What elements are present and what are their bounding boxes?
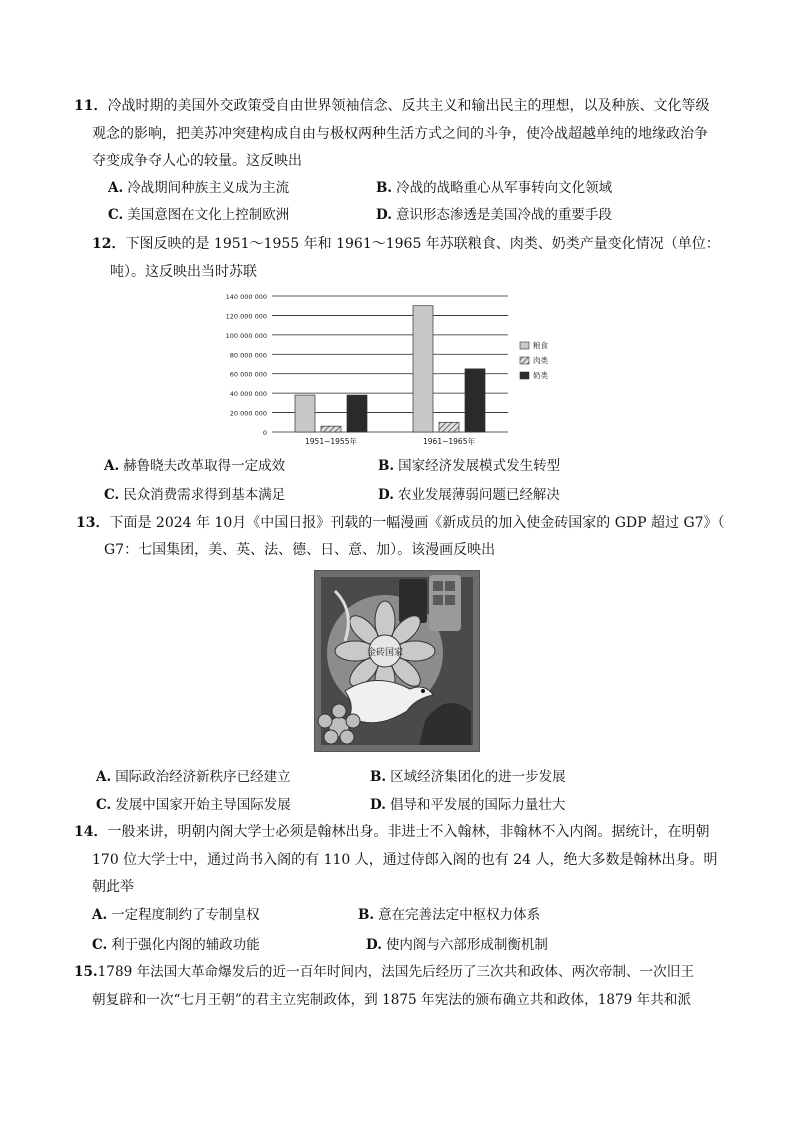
q14-option-a[interactable] xyxy=(92,905,260,925)
q13-option-d[interactable] xyxy=(370,795,565,815)
production-bar-chart xyxy=(220,286,560,450)
option-text: 倡导和平发展的国际力量壮大 xyxy=(389,797,566,813)
option-text: 冷战期间种族主义成为主流 xyxy=(127,180,290,196)
q11-stem-text-1: 冷战时期的美国外交政策受自由世界领袖信念、反共主义和输出民主的理想，以及种族、文化等级 xyxy=(107,98,710,114)
q14-stem-line-1 xyxy=(74,822,709,842)
option-text: 一定程度制约了专制皇权 xyxy=(111,907,260,923)
y-tick-label: 0 xyxy=(262,429,267,437)
y-tick-label: 140 000 000 xyxy=(225,293,267,301)
q12-stem-line-2: 吨）。这反映出当时苏联 xyxy=(110,264,257,280)
q11-number: 11． xyxy=(74,98,108,114)
x-category-label: 1961~1965年 xyxy=(423,437,475,446)
legend-label: 肉类 xyxy=(533,356,548,365)
q11-option-a[interactable] xyxy=(108,178,289,198)
q12-option-b[interactable] xyxy=(378,456,560,476)
y-tick-label: 100 000 000 xyxy=(225,331,267,340)
q11-option-d[interactable] xyxy=(376,205,612,225)
bar-奶类 xyxy=(465,369,485,432)
q11-stem-line-2: 观念的影响，把美苏冲突建构成自由与极权两种生活方式之间的斗争，使冷战超越单纯的地缘政治争 xyxy=(92,126,708,142)
option-key: D. xyxy=(370,797,386,813)
option-text: 意在完善法定中枢权力体系 xyxy=(378,907,541,923)
option-key: D. xyxy=(366,937,382,953)
q15-number: 15. xyxy=(74,964,98,980)
option-key: C. xyxy=(108,207,124,223)
legend-swatch xyxy=(520,342,529,349)
q11-option-c[interactable] xyxy=(108,205,289,225)
option-text: 农业发展薄弱问题已经解决 xyxy=(397,487,560,503)
q12-option-c[interactable] xyxy=(104,485,285,505)
bar-粮食 xyxy=(413,306,433,432)
option-text: 国际政治经济新秩序已经建立 xyxy=(115,769,291,785)
option-key: A. xyxy=(104,458,120,474)
option-text: 民众消费需求得到基本满足 xyxy=(123,487,286,503)
option-key: A. xyxy=(96,769,112,785)
legend-label: 奶类 xyxy=(533,371,548,380)
option-key: D. xyxy=(376,207,392,223)
q13-stem-line-2: G7：七国集团，美、英、法、德、日、意、加）。该漫画反映出 xyxy=(104,542,496,558)
option-text: 意识形态渗透是美国冷战的重要手段 xyxy=(395,207,612,223)
q14-option-d[interactable] xyxy=(366,935,548,955)
q15-stem-text-1: 1789 年法国大革命爆发后的近一百年时间内，法国先后经历了三次共和政体、两次帝制、一次旧王 xyxy=(97,964,694,980)
option-key: C. xyxy=(96,797,112,813)
q11-stem-line-3: 夺变成争夺人心的较量。这反映出 xyxy=(92,153,302,169)
option-key: B. xyxy=(378,458,395,474)
y-tick-label: 60 000 000 xyxy=(229,370,267,379)
option-text: 区域经济集团化的进一步发展 xyxy=(390,769,566,785)
option-key: C. xyxy=(92,937,108,953)
y-tick-label: 40 000 000 xyxy=(229,390,267,399)
q13-option-a[interactable] xyxy=(96,767,291,787)
bar-肉类 xyxy=(321,426,341,432)
y-tick-label: 80 000 000 xyxy=(229,351,267,360)
q15-stem-line-2: 朝复辟和一次“七月王朝”的君主立宪制政体，到 1875 年宪法的颁布确立共和政体，1879 年共和派 xyxy=(92,992,692,1008)
option-text: 国家经济发展模式发生转型 xyxy=(398,458,561,474)
option-text: 冷战的战略重心从军事转向文化领域 xyxy=(396,180,613,196)
bar-肉类 xyxy=(439,422,459,432)
q12-option-d[interactable] xyxy=(378,485,560,505)
brics-cartoon-image xyxy=(314,570,480,752)
option-key: A. xyxy=(108,180,124,196)
q13-number: 13． xyxy=(76,515,110,531)
q11-option-b[interactable] xyxy=(376,178,612,198)
q11-stem-line-1 xyxy=(74,96,709,116)
option-key: B. xyxy=(370,769,387,785)
legend-swatch xyxy=(520,357,529,364)
legend-swatch xyxy=(520,372,529,379)
x-category-label: 1951~1955年 xyxy=(305,437,357,446)
option-key: D. xyxy=(378,487,394,503)
bar-粮食 xyxy=(295,395,315,432)
q15-stem-line-1 xyxy=(74,962,694,982)
option-text: 美国意图在文化上控制欧洲 xyxy=(127,207,290,223)
option-text: 利于强化内阁的辅政功能 xyxy=(111,937,260,953)
option-key: A. xyxy=(92,907,108,923)
q13-stem-text-1: 下面是 2024 年 10月《中国日报》刊载的一幅漫画《新成员的加入使金砖国家的 GDP 超过 G7》（ xyxy=(109,515,725,531)
q12-number: 12． xyxy=(92,236,126,252)
bar-奶类 xyxy=(347,395,367,432)
option-key: B. xyxy=(358,907,375,923)
chart-svg xyxy=(220,286,560,450)
option-key: C. xyxy=(104,487,120,503)
option-text: 发展中国家开始主导国际发展 xyxy=(115,797,291,813)
option-text: 使内阁与六部形成制衡机制 xyxy=(385,937,548,953)
q13-option-c[interactable] xyxy=(96,795,291,815)
q12-stem-line-1 xyxy=(92,234,720,254)
q13-stem-line-1 xyxy=(76,513,725,533)
cartoon-caption-text: 金砖国家 xyxy=(366,648,404,658)
y-tick-label: 20 000 000 xyxy=(229,409,267,418)
q12-stem-text-1: 下图反映的是 1951～1955 年和 1961～1965 年苏联粮食、肉类、奶类产量变化情况（单位： xyxy=(125,236,720,252)
cartoon-illustration xyxy=(315,571,479,751)
option-key: B. xyxy=(376,180,393,196)
q14-number: 14． xyxy=(74,824,108,840)
q13-option-b[interactable] xyxy=(370,767,566,787)
q14-option-b[interactable] xyxy=(358,905,540,925)
q14-option-c[interactable] xyxy=(92,935,260,955)
q14-stem-line-3: 朝此举 xyxy=(92,879,134,895)
legend-label: 粮食 xyxy=(533,341,548,350)
q14-stem-line-2: 170 位大学士中，通过尚书入阁的有 110 人，通过侍郎入阁的也有 24 人，绝大多数是翰林出身。明 xyxy=(92,852,718,868)
q12-option-a[interactable] xyxy=(104,456,285,476)
q14-stem-text-1: 一般来讲，明朝内阁大学士必须是翰林出身。非进士不入翰林，非翰林不入内阁。据统计，在明朝 xyxy=(107,824,710,840)
y-tick-label: 120 000 000 xyxy=(225,312,267,321)
option-text: 赫鲁晓夫改革取得一定成效 xyxy=(123,458,286,474)
